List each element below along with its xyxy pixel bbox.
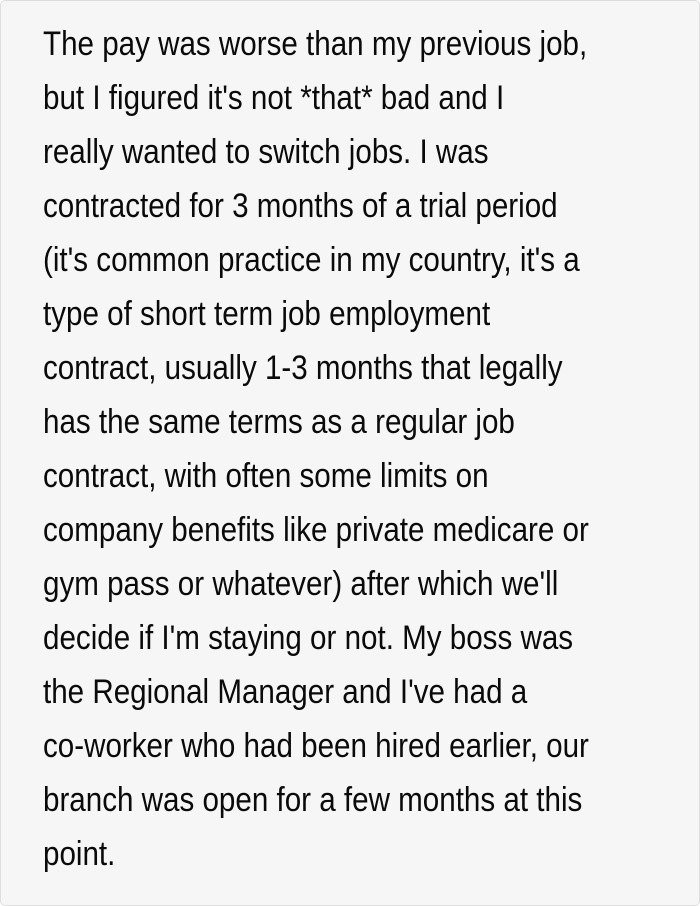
text-line: really wanted to switch jobs. I was <box>43 133 489 171</box>
text-line: contract, usually 1-3 months that legally <box>43 349 563 387</box>
text-line: decide if I'm staying or not. My boss was <box>43 619 574 657</box>
text-line: but I figured it's not *that* bad and I <box>43 79 505 117</box>
story-text <box>43 17 669 881</box>
text-line: contracted for 3 months of a trial period <box>43 187 558 225</box>
text-line: has the same terms as a regular job <box>43 403 515 441</box>
text-line: the Regional Manager and I've had a <box>43 673 528 711</box>
text-line: point. <box>43 835 116 873</box>
text-line: company benefits like private medicare or <box>43 511 589 549</box>
text-line: type of short term job employment <box>43 295 491 333</box>
text-line: branch was open for a few months at this <box>43 781 583 819</box>
text-line: co-worker who had been hired earlier, our <box>43 727 589 765</box>
text-line: gym pass or whatever) after which we'll <box>43 565 559 603</box>
text-line: The pay was worse than my previous job, <box>43 25 588 63</box>
text-line: (it's common practice in my country, it's a <box>43 241 580 279</box>
text-line: contract, with often some limits on <box>43 457 489 495</box>
